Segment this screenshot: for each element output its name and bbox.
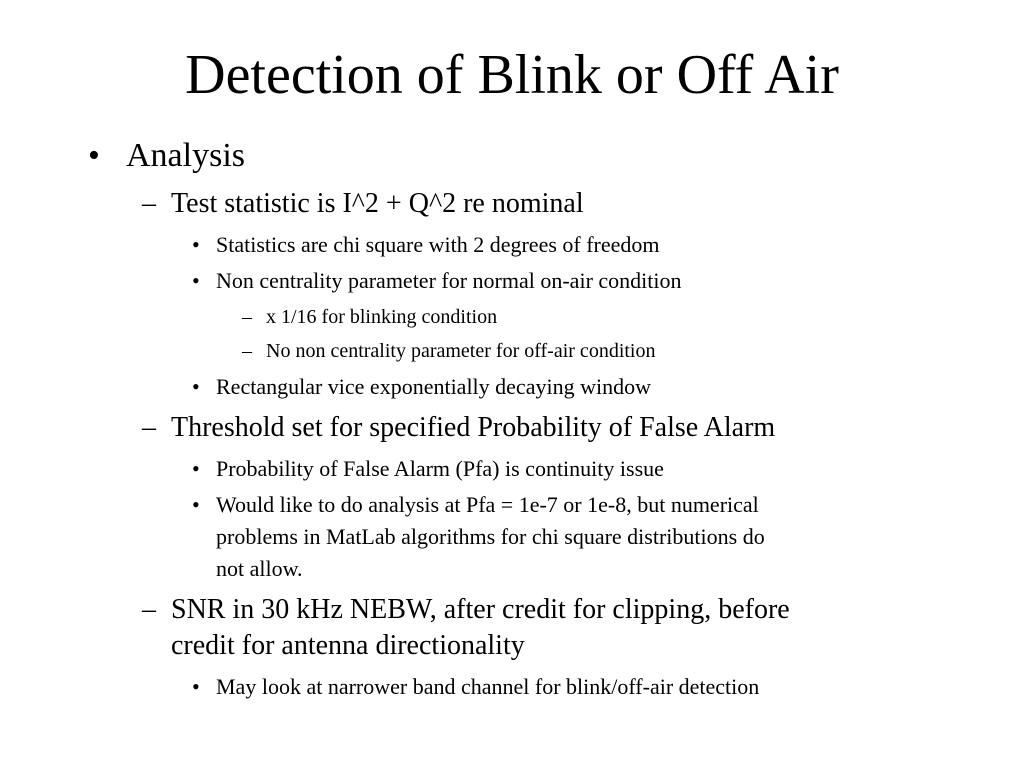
bullet-marker: •	[192, 674, 200, 699]
dash-marker: –	[142, 188, 156, 219]
dash-marker: –	[142, 594, 156, 625]
dash-marker: –	[242, 340, 252, 362]
bullet-text-line: not allow.	[216, 556, 303, 581]
dash-text: No non centrality parameter for off-air condition	[266, 340, 656, 362]
bullet-text-line: problems in MatLab algorithms for chi square distributions do	[216, 524, 765, 549]
bullet-text-line: Would like to do analysis at Pfa = 1e-7 or 1e-8, but numerical	[216, 492, 759, 517]
bullet-marker: •	[192, 268, 200, 293]
bullet-marker: •	[192, 456, 200, 481]
bullet-marker: •	[192, 232, 200, 257]
dash-marker: –	[142, 412, 156, 443]
dash-text: x 1/16 for blinking condition	[266, 306, 498, 328]
dash-text: Threshold set for specified Probability of False Alarm	[171, 412, 776, 443]
bullet-text: Rectangular vice exponentially decaying window	[216, 374, 651, 399]
bullet-marker: •	[192, 492, 200, 517]
bullet-marker: •	[192, 374, 200, 399]
dash-text: Test statistic is I^2 + Q^2 re nominal	[171, 188, 584, 219]
bullet-text: Analysis	[126, 137, 245, 174]
slide-title: Detection of Blink or Off Air	[185, 44, 839, 106]
dash-marker: –	[242, 306, 252, 328]
bullet-marker: •	[88, 137, 100, 174]
dash-text-line: credit for antenna directionality	[171, 630, 525, 661]
dash-text-line: SNR in 30 kHz NEBW, after credit for clipping, before	[171, 594, 790, 625]
bullet-text: Probability of False Alarm (Pfa) is continuity issue	[216, 456, 664, 481]
bullet-text: May look at narrower band channel for blink/off-air detection	[216, 674, 760, 699]
bullet-text: Non centrality parameter for normal on-air condition	[216, 268, 682, 293]
bullet-text: Statistics are chi square with 2 degrees of freedom	[216, 232, 660, 257]
